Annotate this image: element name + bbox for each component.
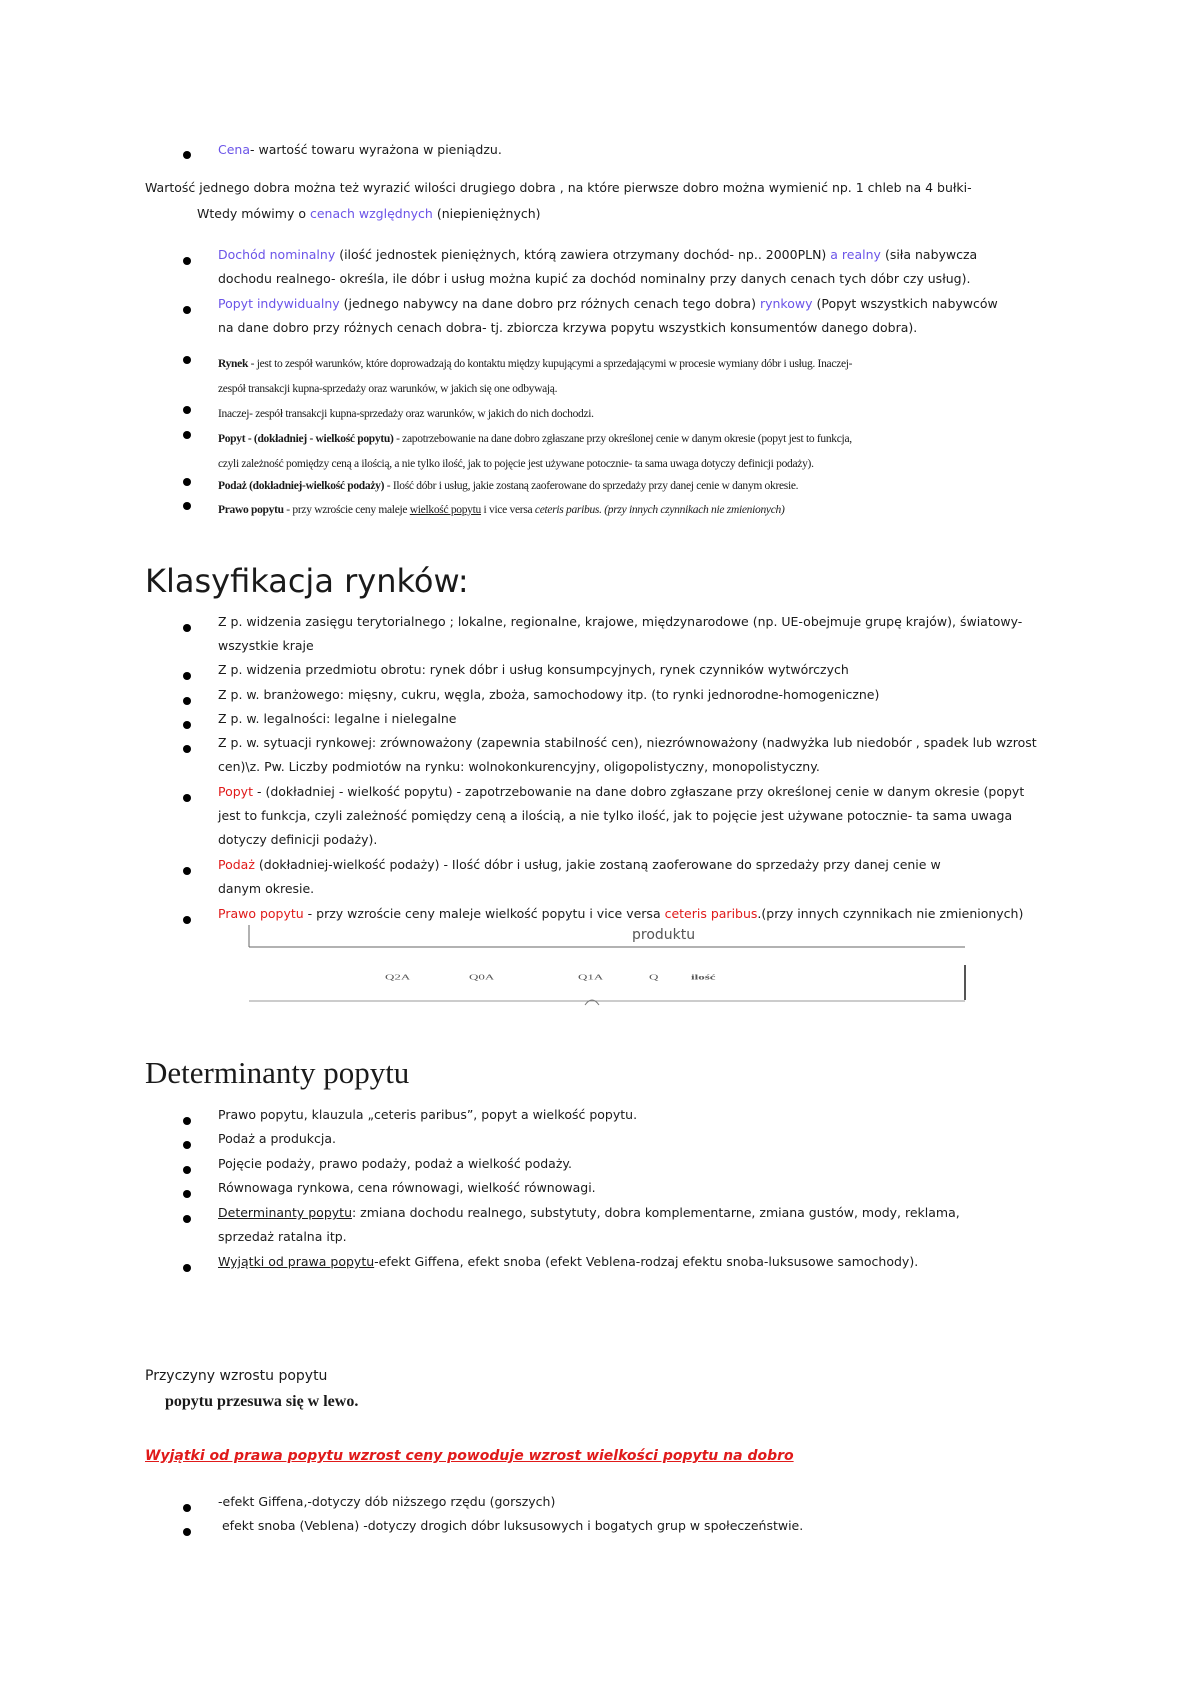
term: Dochód nominalny — [218, 247, 336, 262]
term: Podaż (dokładniej-wielkość podaży) — [218, 480, 385, 492]
figure-tick: Q — [649, 972, 659, 982]
text: Z p. w. sytuacji rynkowej: zrównoważony (zapewnia stabilność cen), niezrównoważony (nadwyżka lub niedobór , spadek lub wzrost — [218, 735, 1037, 750]
text: Z p. widzenia zasięgu terytorialnego ; lokalne, regionalne, krajowe, międzynarodowe (np. UE-obejmuje grupę krajów), światowy- — [218, 614, 1023, 629]
term: Prawo popytu — [218, 504, 284, 516]
market-alt-definition — [218, 402, 1058, 427]
list-item — [218, 780, 1058, 852]
list-item — [218, 1201, 1058, 1249]
bullet — [183, 1141, 191, 1149]
bullet — [183, 1504, 191, 1512]
text: - (dokładniej - wielkość popytu) - zapotrzebowanie na dane dobro zgłaszane przy określonej cenie w danym okresie (popyt — [252, 784, 1025, 799]
text: - przy wzroście ceny maleje wielkość popytu i vice versa — [303, 906, 665, 921]
text: wszystkie kraje — [218, 638, 314, 653]
term: Prawo popytu — [218, 906, 304, 921]
list-item: Równowaga rynkowa, cena równowagi, wielkość równowagi. — [218, 1180, 596, 1195]
text: na dane dobro przy różnych cenach dobra- tj. zbiorcza krzywa popytu wszystkich konsumentów danego dobra). — [218, 320, 918, 335]
bullet — [183, 867, 191, 875]
term: Determinanty popytu — [218, 1205, 352, 1220]
bullet — [183, 1528, 191, 1536]
cena-term: Cena — [218, 142, 251, 157]
bullet — [183, 406, 191, 414]
demand-serif-definition — [218, 427, 1058, 477]
text: (Popyt wszystkich nabywców — [816, 296, 998, 311]
text: - jest to zespół warunków, które doprowadzają do kontaktu między kupującymi a sprzedającymi w procesie wymiany dóbr i usług. Inaczej- — [248, 358, 853, 370]
bullet — [183, 1264, 191, 1272]
text: ceteris paribus — [534, 504, 600, 516]
list-item: Z p. w. branżowego: mięsny, cukru, węgla, zboża, samochodowy itp. (to rynki jednorodne-homogeniczne) — [218, 687, 880, 702]
term: Podaż — [218, 857, 255, 872]
exceptions-heading: Wyjątki od prawa popytu wzrost ceny powoduje wzrost wielkości popytu na dobro — [145, 1448, 794, 1464]
list-item: Prawo popytu, klauzula „ceteris paribus”, popyt a wielkość popytu. — [218, 1107, 638, 1122]
bullet — [183, 356, 191, 364]
text: (ilość jednostek pieniężnych, którą zawiera otrzymany dochód- np.. 2000PLN) — [339, 247, 827, 262]
term: Rynek — [218, 358, 249, 370]
list-item — [218, 1250, 1058, 1274]
text: i vice versa — [480, 504, 535, 516]
text: danym okresie. — [218, 881, 315, 896]
term: Popyt - (dokładniej - wielkość popytu) — [218, 433, 394, 445]
text: : zmiana dochodu realnego, substytuty, dobra komplementarne, zmiana gustów, mody, reklama, — [352, 1205, 960, 1220]
text: .(przy innych czynnikach nie zmienionych) — [757, 906, 1024, 921]
list-item — [218, 731, 1058, 779]
heading-klasyfikacja: Klasyfikacja rynków: — [145, 562, 469, 600]
list-item — [218, 853, 1058, 901]
text: - przy wzroście ceny maleje — [283, 504, 410, 516]
list-item — [218, 610, 1058, 658]
figure-tick: Q0A — [469, 972, 495, 982]
bullet — [183, 697, 191, 705]
bullet — [183, 478, 191, 486]
text: Inaczej- zespół transakcji kupna-sprzedaży oraz warunków, w jakich do nich dochodzi. — [218, 408, 594, 420]
cena-definition — [218, 138, 1058, 162]
list-item: Podaż a produkcja. — [218, 1131, 337, 1146]
term: Popyt indywidualny — [218, 296, 340, 311]
text: sprzedaż ratalna itp. — [218, 1229, 347, 1244]
figure-tick: Q1A — [578, 972, 604, 982]
market-definition — [218, 352, 1058, 402]
heading-determinanty: Determinanty popytu — [145, 1055, 410, 1090]
figure-tick: Q2A — [385, 972, 411, 982]
text: jest to funkcja, czyli zależność pomiędzy ceną a ilością, a nie tylko ilość, jak to pojęcie jest używane potocznie- ta sama uwaga — [218, 808, 1013, 823]
relative-prices-term: cenach względnych — [309, 206, 433, 221]
list-item — [218, 902, 1058, 926]
income-definition — [218, 243, 1058, 291]
text: - Ilość dóbr i usług, jakie zostaną zaoferowane do sprzedaży przy danej cenie w danym okresie. — [384, 480, 799, 492]
bullet — [183, 257, 191, 265]
bullet — [183, 745, 191, 753]
przyczyny-subtitle: popytu przesuwa się w lewo. — [165, 1393, 359, 1410]
text: (jednego nabywcy na dane dobro prz różnych cenach tego dobra) — [343, 296, 756, 311]
paragraph-relative-value — [145, 180, 1065, 195]
list-item: -efekt Giffena,-dotyczy dób niższego rzędu (gorszych) — [218, 1494, 556, 1509]
term: a realny — [830, 247, 881, 262]
text: - zapotrzebowanie na dane dobro zgłaszane przy określonej cenie w danym okresie (popyt jest to funkcja, — [393, 433, 852, 445]
figure-svg — [245, 925, 975, 1015]
text: Wtedy mówimy o — [197, 206, 306, 221]
text: (dokładniej-wielkość podaży) - Ilość dóbr i usług, jakie zostaną zaoferowane do sprzedaży przy danej cenie w — [254, 857, 941, 872]
text: . (przy innych czynnikach nie zmienionych) — [599, 504, 785, 516]
text: dochodu realnego- określa, ile dóbr i usług można kupić za dochód nominalny przy danych cenach tych dóbr czy usług). — [218, 271, 971, 286]
term: Wyjątki od prawa popytu — [218, 1254, 375, 1269]
bullet — [183, 306, 191, 314]
text: (siła nabywcza — [884, 247, 978, 262]
bullet — [183, 1215, 191, 1223]
bullet — [183, 1117, 191, 1125]
bullet — [183, 502, 191, 510]
text: -efekt Giffena, efekt snoba (efekt Veblena-rodzaj efektu snoba-luksusowe samochody). — [374, 1254, 919, 1269]
text: zespół transakcji kupna-sprzedaży oraz warunków, w jakich się one odbywają. — [218, 383, 558, 395]
term: Popyt — [218, 784, 253, 799]
przyczyny-title: Przyczyny wzrostu popytu — [145, 1368, 328, 1384]
figure-tick: ilość — [691, 972, 716, 982]
paragraph-line: Wartość jednego dobra można też wyrazić wilości drugiego dobra , na które pierwsze dobro można wymienić np. 1 chleb na 4 bułki- — [145, 180, 972, 195]
demand-definition — [218, 292, 1058, 340]
bullet — [183, 151, 191, 159]
list-item: Z p. w. legalności: legalne i nielegalne — [218, 711, 457, 726]
text: dotyczy definicji podaży). — [218, 832, 378, 847]
demand-law-serif — [218, 498, 1058, 523]
list-item: Z p. widzenia przedmiotu obrotu: rynek dóbr i usług konsumpcyjnych, rynek czynników wytwórczych — [218, 662, 849, 677]
text: wielkość popytu — [409, 504, 481, 516]
text: czyli zależność pomiędzy ceną a ilością, a nie tylko ilość, jak to pojęcie jest używane potocznie- ta sama uwaga dotyczy definicji podaży). — [218, 458, 814, 470]
cena-def: - wartość towaru wyrażona w pieniądzu. — [250, 142, 502, 157]
bullet — [183, 721, 191, 729]
list-item: Pojęcie podaży, prawo podaży, podaż a wielkość podaży. — [218, 1156, 572, 1171]
figure-fragment — [245, 925, 975, 1015]
figure-label: produktu — [632, 927, 696, 943]
bullet — [183, 1166, 191, 1174]
term: rynkowy — [759, 296, 813, 311]
text: (niepieniężnych) — [436, 206, 541, 221]
bullet — [183, 1190, 191, 1198]
bullet — [183, 916, 191, 924]
bullet — [183, 672, 191, 680]
bullet — [183, 624, 191, 632]
list-item: efekt snoba (Veblena) -dotyczy drogich dóbr luksusowych i bogatych grup w społeczeństwie. — [218, 1518, 804, 1533]
paragraph-relative-prices — [197, 206, 541, 221]
bullet — [183, 794, 191, 802]
text: cen)\z. Pw. Liczby podmiotów na rynku: wolnokonkurencyjny, oligopolistyczny, monopolistyczny. — [218, 759, 820, 774]
supply-serif-definition — [218, 474, 1058, 499]
bullet — [183, 431, 191, 439]
term: ceteris paribus — [664, 906, 758, 921]
